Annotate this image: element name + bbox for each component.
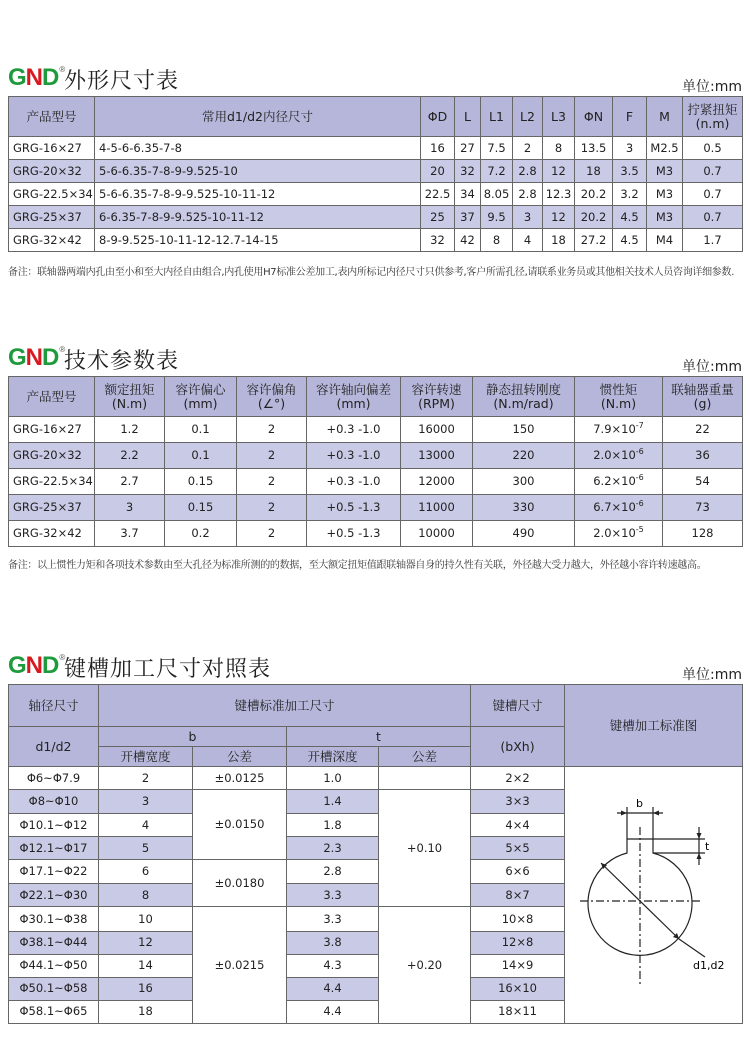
header-cell: 惯性矩 (N.m): [575, 377, 663, 417]
unit-label: 单位:mm: [682, 79, 742, 95]
header-cell: 容许偏角 (∠°): [237, 377, 307, 417]
slot-width-cell: 16: [99, 977, 193, 1000]
header-cell: 容许轴向偏差 (mm): [307, 377, 401, 417]
section-title: 外形尺寸表: [64, 69, 180, 94]
table-cell: 12: [543, 160, 575, 183]
label-d: d1,d2: [693, 959, 725, 972]
section-dimensions: [8, 62, 742, 278]
table-cell: +0.5 -1.3: [307, 495, 401, 521]
depth-tolerance-cell: +0.10: [379, 790, 471, 907]
table-cell: M3: [647, 183, 683, 206]
table-cell: 2.8: [513, 160, 543, 183]
key-size-cell: 6×6: [471, 860, 565, 884]
unit-label: 单位:mm: [682, 359, 742, 375]
table-cell: 490: [473, 521, 575, 547]
inertia-cell: $7.9\times 10^{-7}$: [575, 417, 663, 443]
header-figure: 键槽加工标准图: [565, 685, 743, 767]
table-cell: GRG-16×27: [9, 137, 95, 160]
shaft-diameter-cell: Φ6~Φ7.9: [9, 767, 99, 790]
table-cell: 3: [513, 206, 543, 229]
header-cell: 容许转速 (RPM): [401, 377, 473, 417]
table-cell: 0.5: [683, 137, 743, 160]
header-tol: 公差: [193, 747, 287, 767]
shaft-diameter-cell: Φ50.1~Φ58: [9, 977, 99, 1000]
table-cell: GRG-32×42: [9, 229, 95, 252]
table-cell: 22.5: [421, 183, 455, 206]
shaft-diameter-cell: Φ44.1~Φ50: [9, 954, 99, 977]
table-cell: 1.7: [683, 229, 743, 252]
key-size-cell: 10×8: [471, 907, 565, 931]
table-cell: 5-6-6.35-7-8-9-9.525-10-11-12: [95, 183, 421, 206]
table-cell: 3.2: [613, 183, 647, 206]
gnd-logo: G N D ®: [8, 344, 65, 371]
section-header: [8, 342, 742, 376]
header-cell: ΦD: [421, 97, 455, 137]
shaft-diameter-cell: Φ22.1~Φ30: [9, 884, 99, 907]
table-body: [9, 417, 743, 547]
table-cell: 2.2: [95, 443, 165, 469]
table-cell: 12.3: [543, 183, 575, 206]
table-row: [9, 443, 743, 469]
table-row: [9, 206, 743, 229]
section-title: 技术参数表: [64, 349, 180, 374]
inertia-cell: $6.2\times 10^{-6}$: [575, 469, 663, 495]
shaft-diameter-cell: Φ58.1~Φ65: [9, 1000, 99, 1023]
table-cell: 128: [663, 521, 743, 547]
width-tolerance-cell: ±0.0215: [193, 907, 287, 1023]
table-cell: 20.2: [575, 183, 613, 206]
table-row: [9, 521, 743, 547]
keyway-diagram-cell: [565, 767, 743, 1024]
table-cell: 0.15: [165, 495, 237, 521]
key-size-cell: 16×10: [471, 977, 565, 1000]
table-cell: 3: [95, 495, 165, 521]
table-cell: 0.15: [165, 469, 237, 495]
section-title: 键槽加工尺寸对照表: [64, 657, 272, 682]
table-cell: GRG-25×37: [9, 206, 95, 229]
header-cell: ΦN: [575, 97, 613, 137]
section-tech-params: [8, 342, 742, 571]
key-size-cell: 4×4: [471, 814, 565, 837]
keyway-table: [8, 684, 743, 1024]
table-cell: 10000: [401, 521, 473, 547]
section-header: [8, 62, 742, 96]
header-cell: 常用d1/d2内径尺寸: [95, 97, 421, 137]
table-cell: 16000: [401, 417, 473, 443]
section-keyway: [8, 650, 742, 1024]
slot-depth-cell: 2.8: [287, 860, 379, 884]
slot-width-cell: 18: [99, 1000, 193, 1023]
table-cell: 18: [543, 229, 575, 252]
table-cell: 8.05: [481, 183, 513, 206]
note: 备注：以上惯性力矩和各项技术参数由至大孔径为标准所测的的数据，至大额定扭矩值跟联轴器自身的持久性有关联，外径越大受力越大，外径越小容许转速越高。: [8, 560, 707, 571]
slot-width-cell: 6: [99, 860, 193, 884]
table-cell: 0.7: [683, 206, 743, 229]
table-row: [9, 469, 743, 495]
inertia-cell: $2.0\times 10^{-6}$: [575, 443, 663, 469]
table-cell: 5-6-6.35-7-8-9-9.525-10: [95, 160, 421, 183]
table-cell: 4-5-6-6.35-7-8: [95, 137, 421, 160]
shaft-diameter-cell: Φ38.1~Φ44: [9, 931, 99, 954]
table-cell: 27.2: [575, 229, 613, 252]
depth-tolerance-cell: [379, 767, 471, 790]
table-cell: 0.2: [165, 521, 237, 547]
header-cell: M: [647, 97, 683, 137]
slot-depth-cell: 1.8: [287, 814, 379, 837]
slot-width-cell: 12: [99, 931, 193, 954]
table-cell: 73: [663, 495, 743, 521]
header-bxh: (bXh): [471, 727, 565, 767]
header-cell: F: [613, 97, 647, 137]
table-cell: 2: [513, 137, 543, 160]
table-row: [9, 229, 743, 252]
table-cell: 36: [663, 443, 743, 469]
table-row: [9, 183, 743, 206]
table-cell: 13000: [401, 443, 473, 469]
table-cell: 3.5: [613, 160, 647, 183]
depth-tolerance-cell: +0.20: [379, 907, 471, 1023]
key-size-cell: 2×2: [471, 767, 565, 790]
header-cell: L2: [513, 97, 543, 137]
slot-depth-cell: 4.3: [287, 954, 379, 977]
shaft-diameter-cell: Φ30.1~Φ38: [9, 907, 99, 931]
table-cell: M3: [647, 160, 683, 183]
slot-width-cell: 4: [99, 814, 193, 837]
inertia-cell: $2.0\times 10^{-5}$: [575, 521, 663, 547]
slot-depth-cell: 1.4: [287, 790, 379, 814]
header-d: d1/d2: [9, 727, 99, 767]
gnd-logo: G N D ®: [8, 652, 65, 679]
key-size-cell: 14×9: [471, 954, 565, 977]
table-cell: 2: [237, 521, 307, 547]
table-cell: 12: [543, 206, 575, 229]
key-size-cell: 18×11: [471, 1000, 565, 1023]
table-cell: GRG-16×27: [9, 417, 95, 443]
table-cell: 2.8: [513, 183, 543, 206]
header-tol: 公差: [379, 747, 471, 767]
table-cell: 20.2: [575, 206, 613, 229]
table-cell: GRG-20×32: [9, 160, 95, 183]
table-row: [9, 137, 743, 160]
header-cell: 产品型号: [9, 97, 95, 137]
table-cell: M4: [647, 229, 683, 252]
table-cell: +0.5 -1.3: [307, 521, 401, 547]
table-cell: 6-6.35-7-8-9-9.525-10-11-12: [95, 206, 421, 229]
table-header-row: [9, 97, 743, 137]
header-shaft: 轴径尺寸: [9, 685, 99, 727]
slot-depth-cell: 1.0: [287, 767, 379, 790]
table-cell: GRG-32×42: [9, 521, 95, 547]
width-tolerance-cell: ±0.0180: [193, 860, 287, 907]
table-cell: 0.7: [683, 160, 743, 183]
table-cell: 300: [473, 469, 575, 495]
table-body: [9, 137, 743, 252]
table-cell: 2: [237, 417, 307, 443]
width-tolerance-cell: ±0.0125: [193, 767, 287, 790]
header-depth: 开槽深度: [287, 747, 379, 767]
header-cell: 联轴器重量 (g): [663, 377, 743, 417]
table-cell: 20: [421, 160, 455, 183]
table-header-row: [9, 377, 743, 417]
table-cell: +0.3 -1.0: [307, 469, 401, 495]
table-header-row: [9, 685, 743, 727]
table-cell: 32: [455, 160, 481, 183]
shaft-diameter-cell: Φ10.1~Φ12: [9, 814, 99, 837]
table-cell: +0.3 -1.0: [307, 443, 401, 469]
key-size-cell: 8×7: [471, 884, 565, 907]
slot-depth-cell: 3.3: [287, 907, 379, 931]
unit-label: 单位:mm: [682, 667, 742, 683]
table-cell: 13.5: [575, 137, 613, 160]
table-cell: 8: [543, 137, 575, 160]
note: 备注：联轴器两端内孔由至小和至大内径自由组合,内孔使用H7标准公差加工,表内所标记内径尺寸只供参考,客户所需孔径,请联系业务员或其他相关技术人员咨询详细参数.: [8, 267, 735, 278]
table-cell: 22: [663, 417, 743, 443]
slot-width-cell: 3: [99, 790, 193, 814]
table-cell: 8-9-9.525-10-11-12-12.7-14-15: [95, 229, 421, 252]
header-t: t: [287, 727, 471, 747]
header-cell: 拧紧扭矩 (n.m): [683, 97, 743, 137]
header-cell: 产品型号: [9, 377, 95, 417]
shaft-diameter-cell: Φ17.1~Φ22: [9, 860, 99, 884]
table-cell: GRG-22.5×34: [9, 183, 95, 206]
table-cell: 7.5: [481, 137, 513, 160]
table-cell: GRG-22.5×34: [9, 469, 95, 495]
keyway-diagram: [565, 767, 743, 1020]
table-cell: 1.2: [95, 417, 165, 443]
table-cell: 37: [455, 206, 481, 229]
table-cell: 7.2: [481, 160, 513, 183]
slot-depth-cell: 4.4: [287, 1000, 379, 1023]
table-cell: M3: [647, 206, 683, 229]
table-cell: 0.1: [165, 417, 237, 443]
table-cell: 2: [237, 469, 307, 495]
section-header: [8, 650, 742, 684]
table-row: [9, 417, 743, 443]
slot-width-cell: 5: [99, 837, 193, 860]
table-cell: 2: [237, 443, 307, 469]
table-cell: 8: [481, 229, 513, 252]
table-cell: 4.5: [613, 229, 647, 252]
header-b: b: [99, 727, 287, 747]
label-b: b: [636, 797, 643, 810]
shaft-diameter-cell: Φ12.1~Φ17: [9, 837, 99, 860]
width-tolerance-cell: ±0.0150: [193, 790, 287, 860]
table-cell: 9.5: [481, 206, 513, 229]
table-cell: 16: [421, 137, 455, 160]
table-cell: 0.1: [165, 443, 237, 469]
slot-width-cell: 10: [99, 907, 193, 931]
table-cell: 32: [421, 229, 455, 252]
table-cell: 12000: [401, 469, 473, 495]
table-cell: M2.5: [647, 137, 683, 160]
header-cell: L1: [481, 97, 513, 137]
key-size-cell: 12×8: [471, 931, 565, 954]
slot-width-cell: 14: [99, 954, 193, 977]
table-cell: 42: [455, 229, 481, 252]
table-cell: 3: [613, 137, 647, 160]
tech-params-table: [8, 376, 743, 547]
slot-depth-cell: 3.3: [287, 884, 379, 907]
table-cell: 54: [663, 469, 743, 495]
table-cell: 25: [421, 206, 455, 229]
slot-width-cell: 8: [99, 884, 193, 907]
table-cell: 2: [237, 495, 307, 521]
label-t: t: [705, 840, 710, 853]
table-cell: 4.5: [613, 206, 647, 229]
header-cell: 容许偏心 (mm): [165, 377, 237, 417]
table-cell: +0.3 -1.0: [307, 417, 401, 443]
header-keysize: 键槽尺寸: [471, 685, 565, 727]
slot-width-cell: 2: [99, 767, 193, 790]
header-cell: L: [455, 97, 481, 137]
table-cell: 4: [513, 229, 543, 252]
header-cell: 额定扭矩 (N.m): [95, 377, 165, 417]
table-cell: 220: [473, 443, 575, 469]
table-row: [9, 767, 743, 790]
table-row: [9, 160, 743, 183]
header-cell: L3: [543, 97, 575, 137]
table-cell: 11000: [401, 495, 473, 521]
slot-depth-cell: 3.8: [287, 931, 379, 954]
table-cell: 330: [473, 495, 575, 521]
header-cell: 静态扭转刚度 (N.m/rad): [473, 377, 575, 417]
table-cell: 27: [455, 137, 481, 160]
key-size-cell: 3×3: [471, 790, 565, 814]
key-size-cell: 5×5: [471, 837, 565, 860]
table-cell: 150: [473, 417, 575, 443]
table-row: [9, 495, 743, 521]
table-cell: 34: [455, 183, 481, 206]
dimensions-table: [8, 96, 743, 252]
table-cell: 0.7: [683, 183, 743, 206]
slot-depth-cell: 4.4: [287, 977, 379, 1000]
table-cell: GRG-20×32: [9, 443, 95, 469]
table-body: [9, 685, 743, 1024]
table-cell: GRG-25×37: [9, 495, 95, 521]
header-standard: 键槽标准加工尺寸: [99, 685, 471, 727]
shaft-diameter-cell: Φ8~Φ10: [9, 790, 99, 814]
table-cell: 3.7: [95, 521, 165, 547]
table-cell: 2.7: [95, 469, 165, 495]
slot-depth-cell: 2.3: [287, 837, 379, 860]
table-cell: 18: [575, 160, 613, 183]
gnd-logo: G N D ®: [8, 64, 65, 91]
header-width: 开槽宽度: [99, 747, 193, 767]
inertia-cell: $6.7\times 10^{-6}$: [575, 495, 663, 521]
